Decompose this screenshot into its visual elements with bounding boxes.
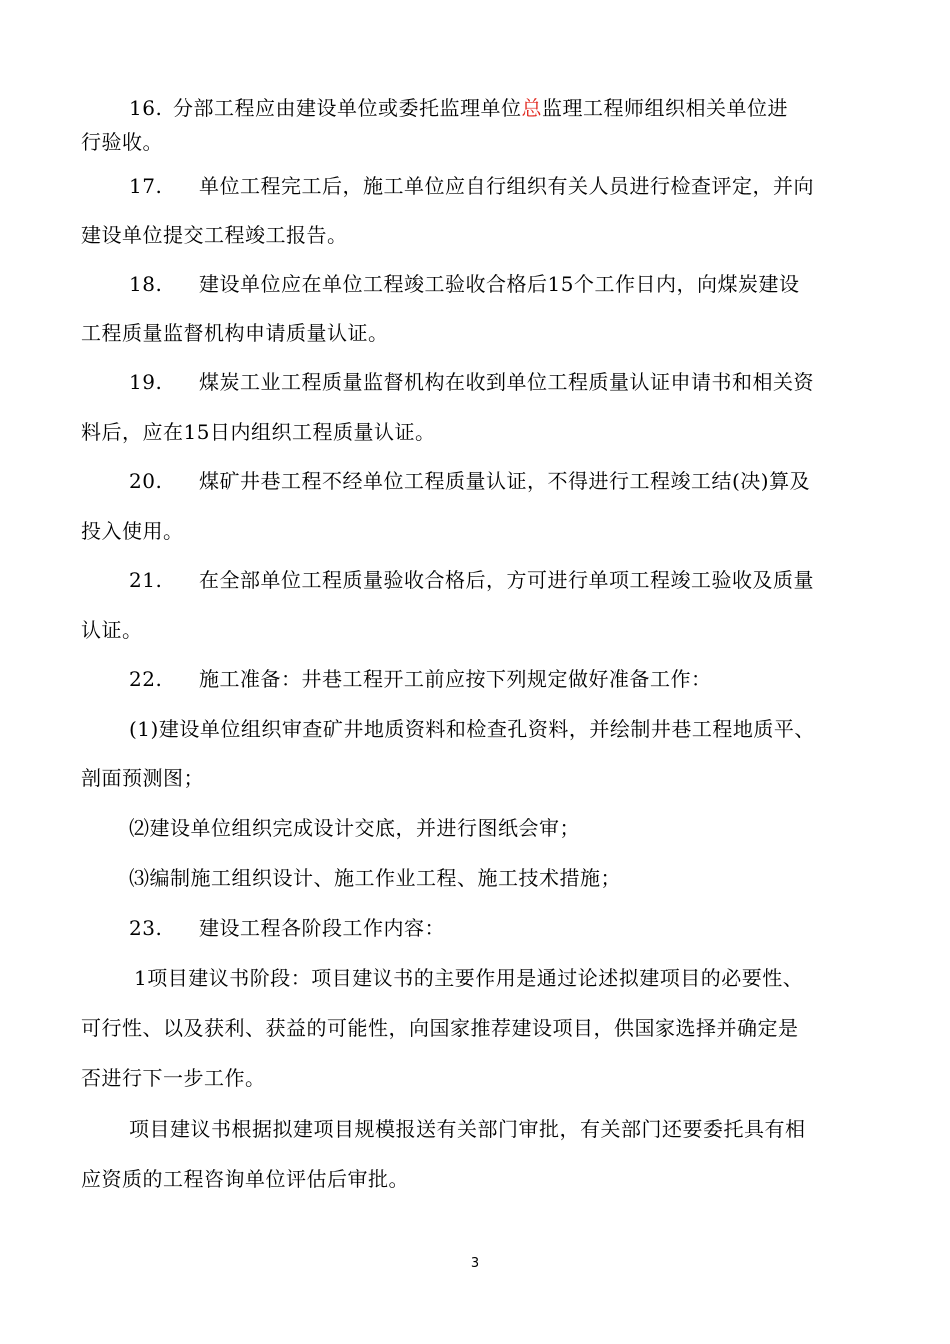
item-number: 20. bbox=[129, 469, 163, 493]
paragraph-19-line-1 bbox=[129, 368, 814, 396]
paragraph-text: 监理工程师组织相关单位进 bbox=[542, 96, 788, 120]
highlighted-text: 总 bbox=[521, 96, 542, 120]
paragraph-23-section-1-line-2: 可行性、以及获利、获益的可能性，向国家推荐建设项目，供国家选择并确定是 bbox=[81, 1016, 799, 1040]
paragraph-20-line-2: 投入使用。 bbox=[81, 519, 184, 543]
page-number: 3 bbox=[470, 1256, 480, 1271]
item-number: 17. bbox=[129, 174, 163, 198]
item-number: 23. bbox=[129, 916, 163, 940]
item-number: 22. bbox=[129, 667, 163, 691]
paragraph-21-line-2: 认证。 bbox=[81, 618, 143, 642]
paragraph-22-sub-1-line-2: 剖面预测图； bbox=[81, 766, 204, 790]
paragraph-23-section-1-line-1: 1项目建议书阶段：项目建议书的主要作用是通过论述拟建项目的必要性、 bbox=[134, 966, 804, 990]
paragraph-18-line-2: 工程质量监督机构申请质量认证。 bbox=[81, 321, 389, 345]
item-number: 19. bbox=[129, 370, 163, 394]
paragraph-17-line-2: 建设单位提交工程竣工报告。 bbox=[81, 223, 348, 247]
paragraph-text: 单位工程完工后，施工单位应自行组织有关人员进行检查评定，并向 bbox=[199, 174, 814, 198]
paragraph-text: 施工准备：井巷工程开工前应按下列规定做好准备工作： bbox=[199, 667, 712, 691]
paragraph-16-line-2: 行验收。 bbox=[81, 130, 163, 154]
paragraph-22-sub-2: ⑵建设单位组织完成设计交底，并进行图纸会审； bbox=[129, 816, 580, 840]
paragraph-22-sub-1-line-1: (1)建设单位组织审查矿井地质资料和检查孔资料，并绘制井巷工程地质平、 bbox=[129, 717, 815, 741]
paragraph-18-line-1 bbox=[129, 270, 799, 298]
paragraph-20-line-1 bbox=[129, 467, 810, 495]
item-number: 21. bbox=[129, 568, 163, 592]
paragraph-text: 分部工程应由建设单位或委托监理单位 bbox=[173, 96, 522, 120]
paragraph-23-section-2-line-1: 项目建议书根据拟建项目规模报送有关部门审批，有关部门还要委托具有相 bbox=[129, 1117, 806, 1141]
paragraph-text: 煤炭工业工程质量监督机构在收到单位工程质量认证申请书和相关资 bbox=[199, 370, 814, 394]
paragraph-text: 建设工程各阶段工作内容： bbox=[199, 916, 445, 940]
paragraph-22-line-1 bbox=[129, 665, 712, 693]
paragraph-23-section-2-line-2: 应资质的工程咨询单位评估后审批。 bbox=[81, 1167, 409, 1191]
paragraph-23-section-1-line-3: 否进行下一步工作。 bbox=[81, 1066, 266, 1090]
paragraph-21-line-1 bbox=[129, 566, 814, 594]
paragraph-17-line-1 bbox=[129, 172, 814, 200]
paragraph-text: 建设单位应在单位工程竣工验收合格后15个工作日内，向煤炭建设 bbox=[199, 272, 800, 296]
paragraph-23-line-1 bbox=[129, 914, 445, 942]
paragraph-22-sub-3: ⑶编制施工组织设计、施工作业工程、施工技术措施； bbox=[129, 866, 621, 890]
paragraph-text: 在全部单位工程质量验收合格后，方可进行单项工程竣工验收及质量 bbox=[199, 568, 814, 592]
item-number: 16. bbox=[129, 96, 163, 120]
paragraph-text: 煤矿井巷工程不经单位工程质量认证，不得进行工程竣工结(决)算及 bbox=[199, 469, 811, 493]
paragraph-16-line-1 bbox=[129, 94, 788, 122]
paragraph-19-line-2: 料后，应在15日内组织工程质量认证。 bbox=[81, 420, 436, 444]
item-number: 18. bbox=[129, 272, 163, 296]
